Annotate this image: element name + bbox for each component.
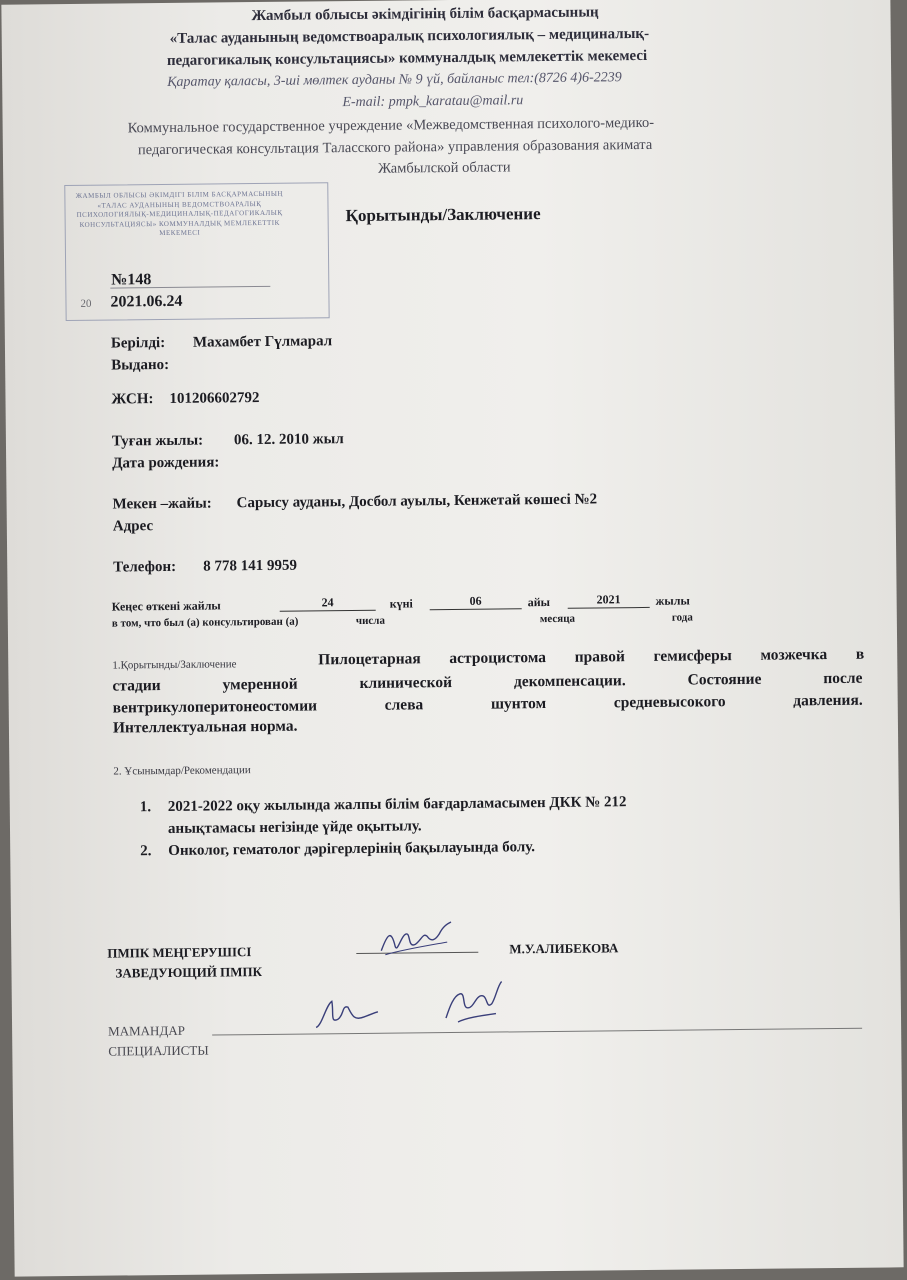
consult-text-kz: Кеңес өткені жайлы — [111, 598, 221, 614]
conclusion-line3: вентрикулоперитонеостомии слева шунтом средневысокого давления. — [112, 691, 863, 717]
head-name: М.У.АЛИБЕКОВА — [509, 940, 619, 957]
head-signature — [377, 916, 457, 961]
specialists-title-kz: МАМАНДАР — [108, 1022, 185, 1039]
iin-value: 101206602792 — [169, 390, 260, 407]
header-ru-line3: Жамбылской области — [378, 159, 511, 177]
consult-ru-day: числа — [355, 614, 386, 628]
specialists-title-ru: СПЕЦИАЛИСТЫ — [108, 1042, 209, 1059]
address-value: Сарысу ауданы, Досбол ауылы, Кенжетай көшесі №2 — [236, 491, 598, 512]
header-ru-line1: Коммунальное государственное учреждение «Межведомственная психолого-медико- — [127, 114, 655, 137]
header-email: E-mail: pmpk_karatau@mail.ru — [342, 93, 524, 111]
header-address: Қаратау қаласы, 3-ші мөлтек ауданы № 9 үй, байланыс тел:(8726 4)6-2239 — [167, 70, 622, 90]
document-title: Қорытынды/Заключение — [345, 204, 541, 226]
consult-ru-month: месяца — [539, 612, 576, 626]
consult-year-label: жылы — [655, 593, 690, 608]
rec-item-1-line2: анықтамасы негізінде үйде оқытылу. — [167, 818, 422, 837]
address-label-ru: Адрес — [112, 518, 154, 535]
conclusion-line1: Пилоцетарная астроцистома правой гемисферы мозжечка в — [318, 645, 865, 669]
consult-day: 24 — [280, 595, 376, 612]
rec-item-1-num: 1. — [139, 799, 152, 816]
phone-value: 8 778 141 9959 — [203, 557, 298, 575]
header-kz-line1: Жамбыл облысы әкімдігінің білім басқармасының — [251, 4, 599, 25]
conclusion-line2: стадии умеренной клинической декомпенсации. Состояние после — [112, 669, 863, 695]
date-prefix: 20 — [80, 297, 92, 310]
stamp-text: ЖАМБЫЛ ОБЛЫСЫ ӘКІМДІГІ БІЛІМ БАСҚАРМАСЫНЫҢ «ТАЛАС АУДАНЫНЫҢ ВЕДОМСТВОАРАЛЫҚ ПСИХОЛОГИЯЛЫҚ-МЕДИЦИНАЛЫҚ-ПЕДАГОГИКАЛЫҚ КОНСУЛЬТАЦИЯСЫ» КОММУНАЛДЫҚ МЕМЛЕКЕТТІК МЕКЕМЕСІ — [75, 189, 284, 238]
header-kz-line2: «Талас ауданының ведомствоаралық психологиялық – медициналық- — [169, 25, 650, 47]
consult-text-ru: в том, что был (а) консультирован (а) — [111, 615, 299, 630]
rec-item-2-line1: Онколог, гематолог дәрігерлерінің бақылауында болу. — [168, 839, 536, 859]
doc-number: №148 — [111, 271, 152, 289]
head-title-ru: ЗАВЕДУЮЩИЙ ПМПК — [115, 964, 263, 981]
specialist-signature-2 — [436, 977, 509, 1028]
birth-label-kz: Туған жылы: — [111, 432, 204, 450]
registration-stamp — [64, 182, 329, 321]
header-ru-line2: педагогическая консультация Таласского района» управления образования акимата — [137, 136, 653, 159]
consult-ru-year: года — [671, 611, 693, 624]
document-page — [1, 0, 903, 1277]
header-kz-line3: педагогикалық консультациясы» коммуналдық мемлекеттік мекемесі — [166, 47, 648, 69]
doc-date: 2021.06.24 — [110, 292, 183, 311]
conclusion-label: 1.Қорытынды/Заключение — [112, 658, 237, 672]
head-title-kz: ПМПК МЕҢГЕРУШІСІ — [107, 944, 252, 961]
rec-item-2-num: 2. — [140, 843, 152, 860]
issued-value: Махамбет Гүлмарал — [192, 333, 333, 351]
conclusion-line4: Интеллектуальная норма. — [112, 717, 298, 737]
specialists-signature-line — [212, 1028, 862, 1036]
issued-label-ru: Выдано: — [111, 356, 170, 374]
consult-month: 06 — [430, 593, 522, 610]
rec-item-1-line1: 2021-2022 оқу жылында жалпы білім бағдарламасымен ДКК № 212 — [167, 794, 627, 815]
specialist-signature-1 — [312, 995, 382, 1038]
consult-month-label: айы — [527, 594, 551, 610]
consult-day-label: күні — [389, 596, 413, 611]
address-label-kz: Мекен –жайы: — [112, 495, 212, 513]
recommendations-label: 2. Ұсынымдар/Рекомендации — [113, 764, 251, 778]
iin-label: ЖСН: — [111, 391, 154, 408]
consult-year: 2021 — [568, 592, 650, 609]
issued-label-kz: Берілді: — [110, 334, 166, 352]
phone-label: Телефон: — [113, 558, 177, 576]
birth-value: 06. 12. 2010 жыл — [233, 431, 344, 449]
birth-label-ru: Дата рождения: — [112, 454, 220, 472]
